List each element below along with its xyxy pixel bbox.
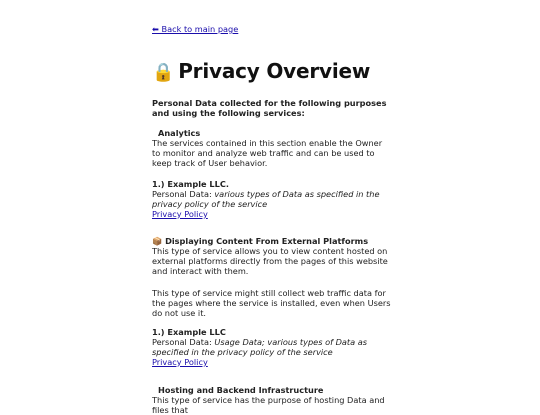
displaying-content-note — [152, 288, 392, 318]
personal-data-value: Usage Data; various types of Data as specified in the privacy policy of the service — [152, 337, 368, 357]
page-title-text: Privacy Overview — [178, 59, 371, 83]
page-title — [152, 58, 370, 86]
displaying-privacy-policy-link[interactable]: Privacy Policy — [152, 357, 208, 367]
displaying-content-heading-text: Displaying Content From External Platforms — [165, 236, 369, 246]
intro-text: Personal Data collected for the following purposes and using the following services: — [152, 98, 387, 118]
hosting-description: This type of service has the purpose of hosting Data and files that — [152, 395, 385, 415]
analytics-personal-data — [152, 189, 392, 209]
hosting-section — [152, 385, 392, 415]
personal-data-label: Personal Data: — [152, 337, 215, 347]
lock-icon: 🔒 — [152, 62, 175, 83]
displaying-service-name: 1.) Example LLC — [152, 327, 226, 337]
analytics-service-name: 1.) Example LLC. — [152, 179, 229, 189]
personal-data-label: Personal Data: — [152, 189, 215, 199]
analytics-service — [152, 179, 392, 219]
analytics-description: The services contained in this section enable the Owner to monitor and analyze web traffic and can be used to keep track of User behavior. — [152, 138, 383, 168]
back-to-main-link[interactable]: ⬅ Back to main page — [152, 24, 239, 34]
displaying-content-description-2: This type of service might still collect web traffic data for the pages where the service is installed, even when Users do not use it. — [152, 288, 391, 318]
analytics-privacy-policy-link[interactable]: Privacy Policy — [152, 209, 208, 219]
displaying-content-heading — [152, 236, 392, 246]
hosting-heading: Hosting and Backend Infrastructure — [158, 385, 324, 395]
displaying-personal-data — [152, 337, 392, 357]
analytics-heading: Analytics — [158, 128, 201, 138]
analytics-section — [152, 128, 392, 168]
displaying-content-service — [152, 327, 392, 367]
personal-data-value: various types of Data as specified in the privacy policy of the service — [152, 189, 380, 209]
displaying-content-section — [152, 236, 392, 276]
package-icon: 📦 — [152, 236, 163, 246]
displaying-content-description: This type of service allows you to view content hosted on external platforms directly from the pages of this website and interact with them. — [152, 246, 388, 276]
